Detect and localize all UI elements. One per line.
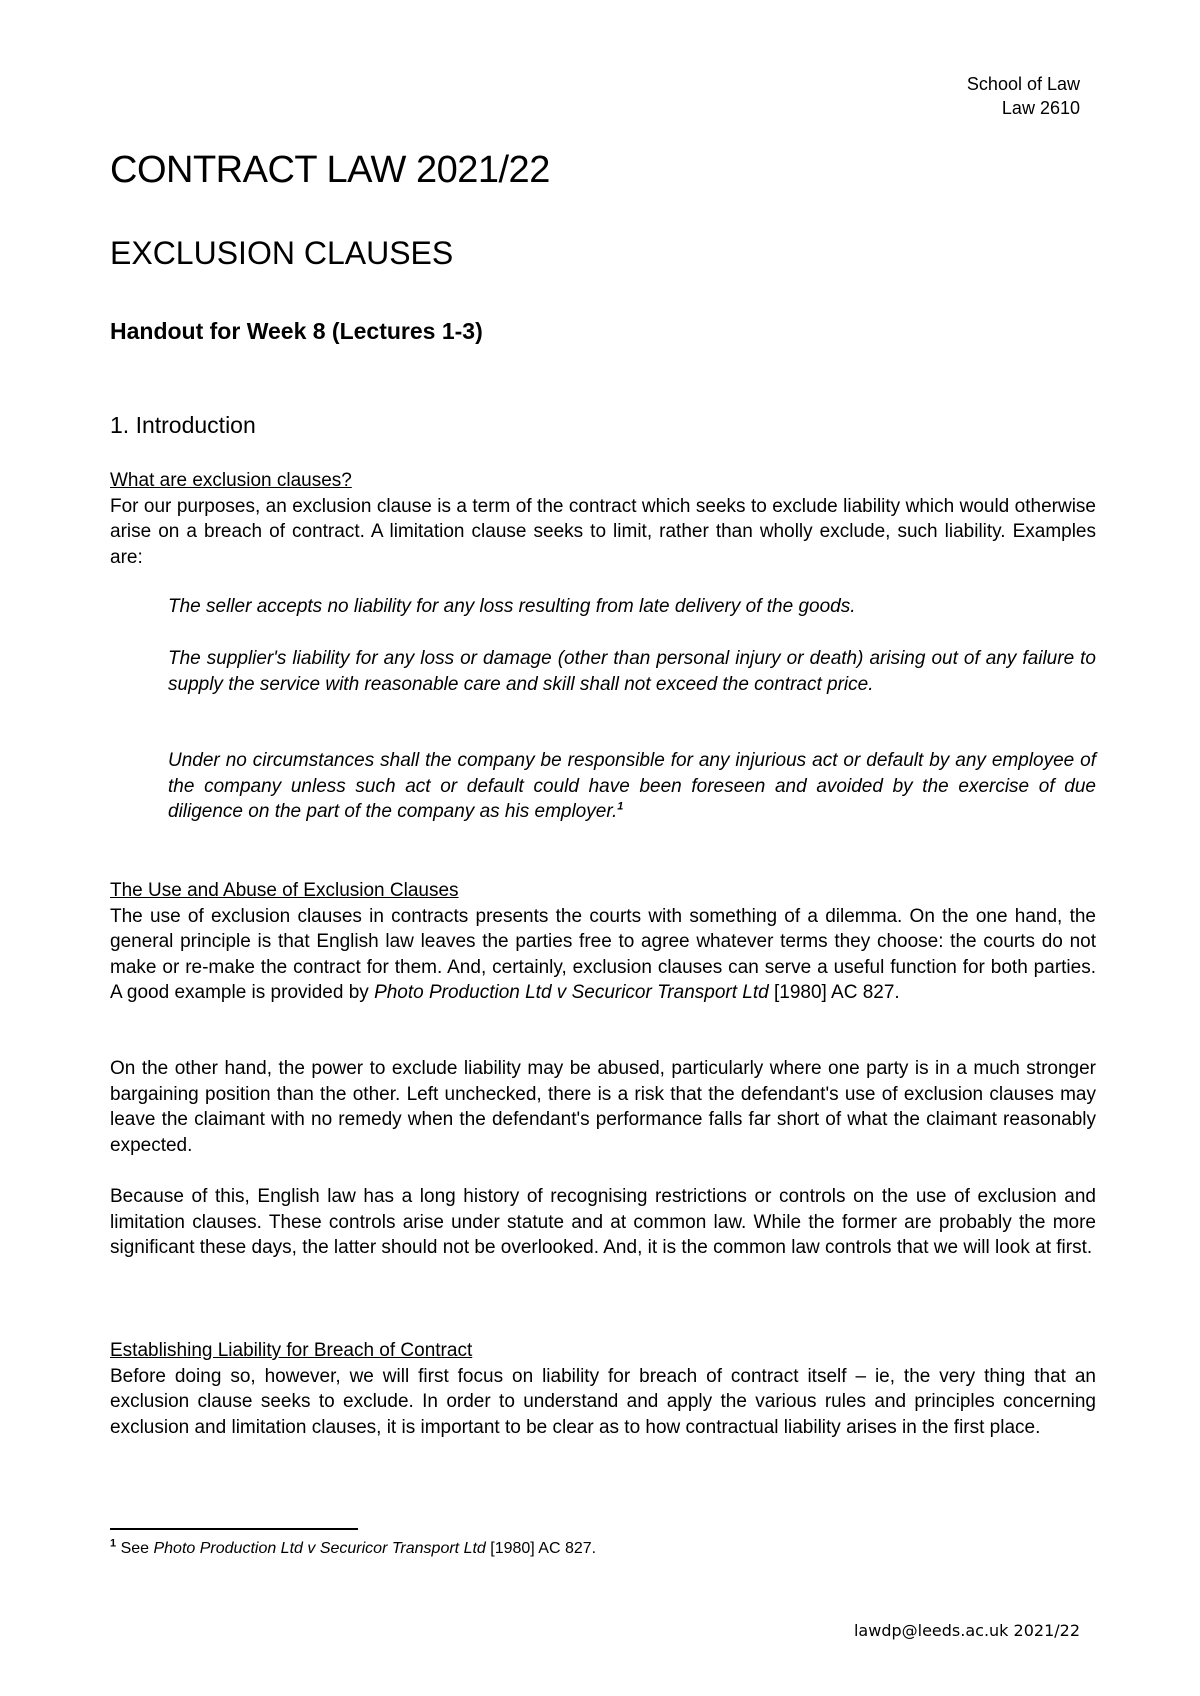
paragraph-controls: Because of this, English law has a long history of recognising restrictions or controls on the use of exclusion and limitation clauses. These controls arise under statute and at common law. While the former are probably the more significant these days, the latter should not be overlooked. And, it is the common law controls that we will look at first. <box>110 1186 1096 1258</box>
subheading-use-and-abuse: The Use and Abuse of Exclusion Clauses <box>110 880 459 901</box>
module-code: Law 2610 <box>1001 98 1080 118</box>
paragraph-definition: For our purposes, an exclusion clause is a term of the contract which seeks to exclude liability which would otherwise arise on a breach of contract. A limitation clause seeks to limit, rather than wholly exclude, such liability. Examples are: <box>110 495 1096 568</box>
footnote-case-name: Photo Production Ltd v Securicor Transport Ltd <box>153 1540 486 1557</box>
liability-section <box>110 1338 1096 1440</box>
footnote-prefix: See <box>116 1540 154 1557</box>
subheading-establishing-liability: Establishing Liability for Breach of Contract <box>110 1340 473 1361</box>
footnote-separator <box>110 1528 358 1530</box>
use-abuse-section <box>110 878 1096 1006</box>
example-clause-2: The supplier's liability for any loss or damage (other than personal injury or death) arising out of any failure to supply the service with reasonable care and skill shall not exceed the contract price. <box>168 648 1096 695</box>
case-citation: [1980] AC 827. <box>768 982 900 1003</box>
document-subtitle: EXCLUSION CLAUSES <box>110 235 454 271</box>
footnote-citation: [1980] AC 827. <box>485 1540 597 1557</box>
section-heading-introduction: 1. Introduction <box>110 412 256 438</box>
page-footer: lawdp@leeds.ac.uk 2021/22 <box>853 1621 1080 1640</box>
subheading-what-are-exclusion-clauses: What are exclusion clauses? <box>110 470 352 491</box>
paragraph-abuse: On the other hand, the power to exclude liability may be abused, particularly where one party is in a much stronger bargaining position than the other. Left unchecked, there is a risk that the defendant's use of exclusion clauses may leave the claimant with no remedy when the defendant's performance falls far short of what the claimant reasonably expected. <box>110 1058 1096 1156</box>
what-are-exclusion-clauses-section <box>110 468 1096 570</box>
example-clause-3-text: Under no circumstances shall the company be responsible for any injurious act or default by any employee of the company unless such act or default could have been foreseen and avoided by the exercise of due diligence on the part of the company as his employer. <box>168 750 1096 822</box>
footnote-marker: 1 <box>110 1537 117 1550</box>
document-title: CONTRACT LAW 2021/22 <box>110 149 550 191</box>
handout-heading: Handout for Week 8 (Lectures 1-3) <box>110 318 483 344</box>
paragraph-liability: Before doing so, however, we will first focus on liability for breach of contract itself – ie, the very thing that an exclusion clause seeks to exclude. In order to understand and apply the various rules and principles concerning exclusion and limitation clauses, it is important to be clear as to how contractual liability arises in the first place. <box>110 1365 1096 1438</box>
example-clause-1: The seller accepts no liability for any loss resulting from late delivery of the goods. <box>168 596 856 617</box>
footnote-ref-1: 1 <box>617 800 624 813</box>
header-right <box>967 72 1080 120</box>
paragraph-dilemma-text: The use of exclusion clauses in contracts presents the courts with something of a dilemma. On the one hand, the general principle is that English law leaves the parties free to agree whatever terms they choose: the courts do not make or re-make the contract for them. And, certainly, exclusion clauses can serve a useful function for both parties. A good example is provided by <box>110 905 1096 1003</box>
paragraph-dilemma <box>110 904 1096 1006</box>
footnote-1 <box>110 1538 596 1560</box>
example-clause-3 <box>168 748 1096 825</box>
case-name-photo-production: Photo Production Ltd v Securicor Transport Ltd <box>374 982 769 1003</box>
school-name: School of Law <box>966 74 1080 94</box>
